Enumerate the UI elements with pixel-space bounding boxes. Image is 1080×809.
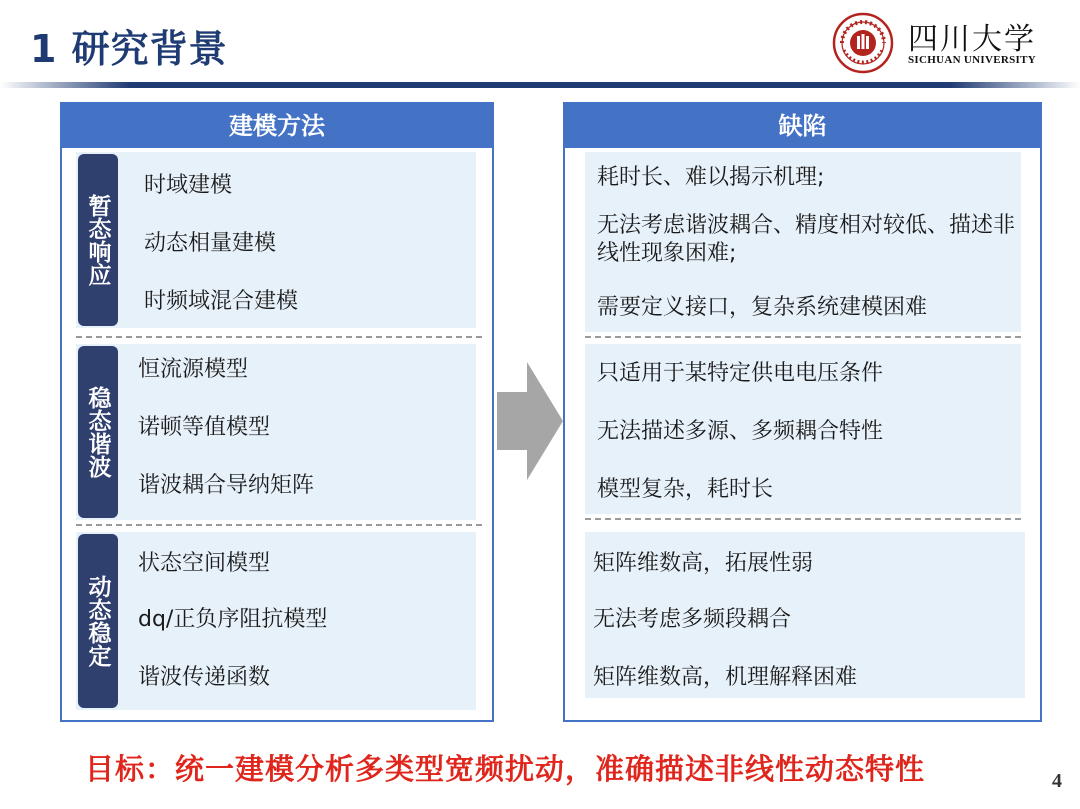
page-number: 4 [1052,770,1062,792]
defect-item: 无法描述多源、多频耦合特性 [597,419,884,444]
university-name-cn: 四川大学 [908,22,1036,57]
goal-statement: 目标：统一建模分析多类型宽频扰动，准确描述非线性动态特性 [85,752,926,786]
method-item: 时频域混合建模 [144,289,299,314]
defect-item: 耗时长、难以揭示机理; [597,165,825,190]
method-item: 谐波耦合导纳矩阵 [138,473,315,498]
method-item: 状态空间模型 [138,551,271,576]
method-item: 谐波传递函数 [138,665,271,690]
defect-item: 无法考虑多频段耦合 [593,607,792,632]
side-label-dynamic: 动态稳定 [78,534,118,708]
university-logo [830,10,1070,76]
method-item: 恒流源模型 [138,357,249,382]
defect-item: 矩阵维数高，拓展性弱 [593,551,814,576]
group-divider [585,518,1021,520]
group-divider [585,336,1021,338]
method-item: 时域建模 [144,173,233,198]
defects-panel [563,102,1042,722]
method-item: 诺顿等值模型 [138,415,271,440]
defect-item: 矩阵维数高，机理解释困难 [593,665,858,690]
panel-header-methods: 建模方法 [62,104,492,148]
right-arrow-icon [497,362,563,480]
defect-item: 无法考虑谐波耦合、精度相对较低、描述非线性现象困难; [597,213,1016,266]
method-item: dq/正负序阻抗模型 [138,607,328,632]
group-divider [76,524,482,526]
university-name-en: SICHUAN UNIVERSITY [908,54,1036,66]
side-label-steady: 稳态谐波 [78,346,118,518]
title-divider [0,82,1080,88]
defect-item: 只适用于某特定供电电压条件 [597,361,884,386]
university-seal-icon [832,12,894,74]
group-divider [76,336,482,338]
modeling-methods-panel [60,102,494,722]
defect-item: 模型复杂，耗时长 [597,477,774,502]
defect-item: 需要定义接口，复杂系统建模困难 [597,295,928,320]
method-item: 动态相量建模 [144,231,277,256]
side-label-transient: 暂态响应 [78,154,118,326]
panel-header-defects: 缺陷 [565,104,1040,148]
slide-title: 1 研究背景 [30,27,228,71]
